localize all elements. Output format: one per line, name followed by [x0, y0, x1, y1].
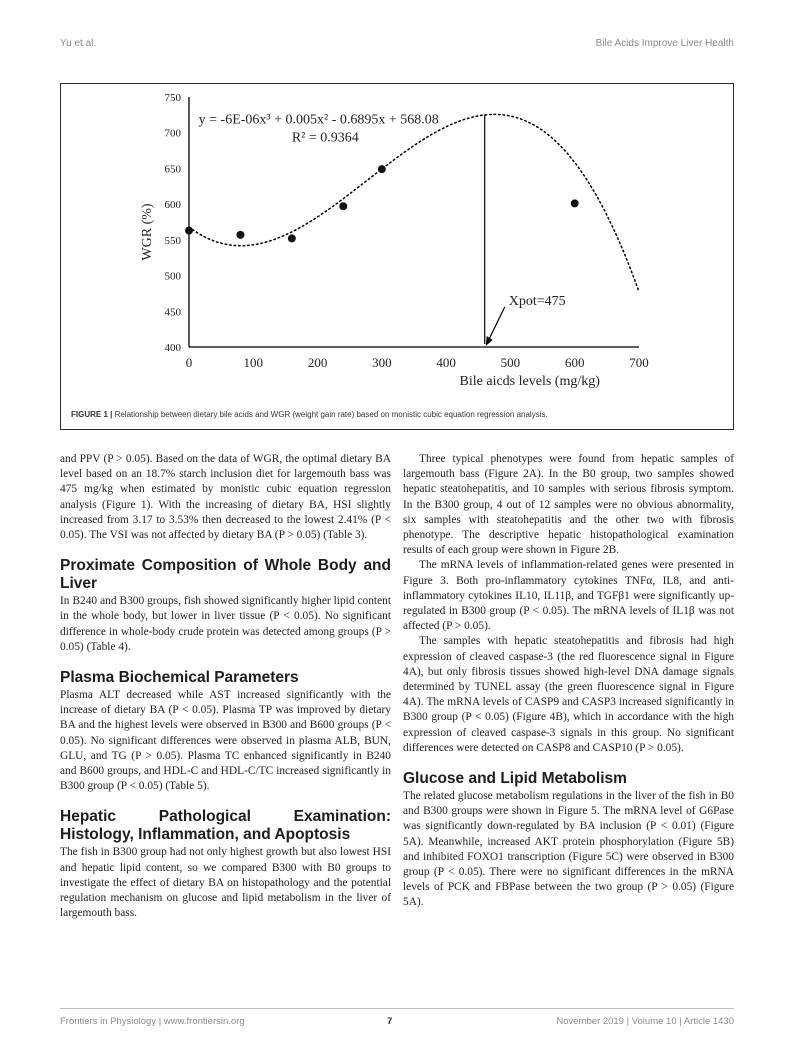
x-tick-label: 100: [243, 355, 264, 370]
data-point: [236, 231, 244, 239]
footer-journal: Frontiers in Physiology | www.frontiersin.org: [60, 1016, 245, 1027]
data-point: [288, 234, 296, 242]
left-column: [60, 452, 391, 921]
y-axis-title: WGR (%): [140, 203, 155, 261]
regression-equation: y = -6E-06x³ + 0.005x² - 0.6895x + 568.08: [198, 112, 439, 128]
running-header-authors: Yu et al.: [60, 38, 97, 49]
paragraph: In B240 and B300 groups, fish showed significantly higher lipid content in the whole body, but lower in liver tissue (P < 0.05). No significant difference in whole-body crude protein was detected among groups (P > 0.05) (Table 4).: [60, 595, 391, 653]
page-number: 7: [387, 1016, 393, 1027]
y-tick-label: 550: [164, 234, 181, 247]
y-tick-label: 750: [164, 92, 181, 104]
y-tick-label: 650: [164, 163, 181, 176]
paragraph: The mRNA levels of inflammation-related genes were presented in Figure 3. Both pro-inflammatory cytokines TNFα, IL8, and anti-inflammatory cytokines IL10, IL11β, and TGFβ1 were significantly up-regulated in B300 group (P < 0.05). The mRNA levels of IL1β was not affected (P > 0.05).: [403, 559, 734, 633]
section-heading-plasma-biochemical: Plasma Biochemical Parameters: [60, 669, 299, 687]
right-column: [403, 452, 734, 911]
xpot-label: Xpot=475: [508, 294, 566, 309]
x-tick-label: 700: [629, 355, 649, 370]
y-tick-label: 450: [164, 306, 181, 319]
wgr-chart: [61, 84, 733, 404]
data-point: [378, 165, 386, 173]
r-squared: R² = 0.9364: [291, 130, 359, 146]
x-tick-label: 0: [185, 355, 193, 370]
x-tick-label: 600: [564, 355, 585, 370]
footer-issue: November 2019 | Volume 10 | Article 1430: [556, 1016, 734, 1027]
data-point: [571, 199, 579, 207]
paragraph: and PPV (P > 0.05). Based on the data of WGR, the optimal dietary BA level based on an 18.7% starch inclusion diet for largemouth bass was 475 mg/kg when estimated by monistic cubic equation regression analysis (Figure 1). With the increasing of dietary BA, HSI slightly increased from 3.17 to 3.53% then decreased to the lowest 2.41% (P < 0.05). The VSI was not affected by dietary BA (P > 0.05) (Table 3).: [60, 453, 391, 542]
paragraph: The samples with hepatic steatohepatitis and fibrosis had high expression of cleaved caspase-3 (the red fluorescence signal in Figure 4A), but only fibrosis tissues showed high-level DNA damage signals determined by TUNEL assay (the green fluorescence signal in Figure 4A). The mRNA levels of CASP9 and CASP3 increased significantly in B300 group (P < 0.05) (Figure 4B), which in accordance with the high expression of cleaved caspase-3 signals in this group. No significant differences were detected on CASP8 and CASP10 (P > 0.05).: [403, 635, 734, 754]
data-point: [339, 202, 347, 210]
running-header-title: Bile Acids Improve Liver Health: [595, 38, 734, 49]
x-axis-title: Bile aicds levels (mg/kg): [459, 374, 600, 389]
y-tick-label: 400: [164, 342, 181, 354]
section-heading-proximate-composition: Proximate Composition of Whole Body and Liver: [60, 557, 391, 593]
section-heading-glucose-lipid: Glucose and Lipid Metabolism: [403, 770, 627, 788]
figure-caption: [71, 410, 723, 419]
x-tick-label: 300: [372, 355, 392, 370]
paragraph: The related glucose metabolism regulations in the liver of the fish in B0 and B300 groups were shown in Figure 5. The mRNA level of G6Pase was significantly down-regulated by BA inclusion (P < 0.01) (Figure 5A). Meanwhile, increased AKT protein phosphorylation (Figure 5B) and inhibited FOXO1 transcription (Figure 5C) were observed in B300 group (P < 0.05). There were no significant differences in the mRNA levels of PCK and FBPase between the two group (P > 0.05) (Figure 5A).: [403, 790, 734, 909]
figure-caption-text: Relationship between dietary bile acids and WGR (weight gain rate) based on monistic cubic equation regression analysis.: [112, 410, 548, 419]
x-tick-label: 500: [500, 355, 521, 370]
y-tick-label: 600: [164, 199, 181, 212]
figure-caption-label: FIGURE 1 |: [71, 410, 113, 419]
data-point: [185, 227, 193, 235]
section-heading-hepatic-pathological: Hepatic Pathological Examination: Histology, Inflammation, and Apoptosis: [60, 808, 391, 844]
paragraph: The fish in B300 group had not only highest growth but also lowest HSI and hepatic lipid content, so we compared B300 with B0 groups to investigate the effect of dietary BA on histopathology and the potential regulation mechanism on glucose and lipid metabolism in the liver of largemouth bass.: [60, 846, 391, 920]
x-tick-label: 400: [436, 355, 456, 370]
paragraph: Three typical phenotypes were found from hepatic samples of largemouth bass (Figure 2A). In the B0 group, two samples showed hepatic steatohepatitis, and 10 samples with serious fibrosis symptom. In the B300 group, 4 out of 12 samples were no obvious abnormality, six samples with steatohepatitis and the other two with fibrosis phenotype. The descriptive hepatic histopathological examination results of each group were shown in Figure 2B.: [403, 453, 734, 557]
footer-divider: [60, 1008, 734, 1009]
x-tick-label: 200: [307, 355, 328, 370]
y-tick-label: 500: [164, 270, 181, 283]
paragraph: Plasma ALT decreased while AST increased significantly with the increase of dietary BA (P < 0.05). Plasma TP was improved by dietary BA and the highest levels were observed in B300 and B600 groups (P < 0.05). No significant differences were observed in plasma ALB, BUN, GLU, and TG (P > 0.05). Plasma TC enhanced significantly in B240 and B600 groups, and HDL-C and HDL-C/TC increased significantly in B300 group (P < 0.05) (Table 5).: [60, 689, 391, 793]
figure-1: [60, 83, 734, 430]
y-tick-label: 700: [164, 127, 181, 140]
